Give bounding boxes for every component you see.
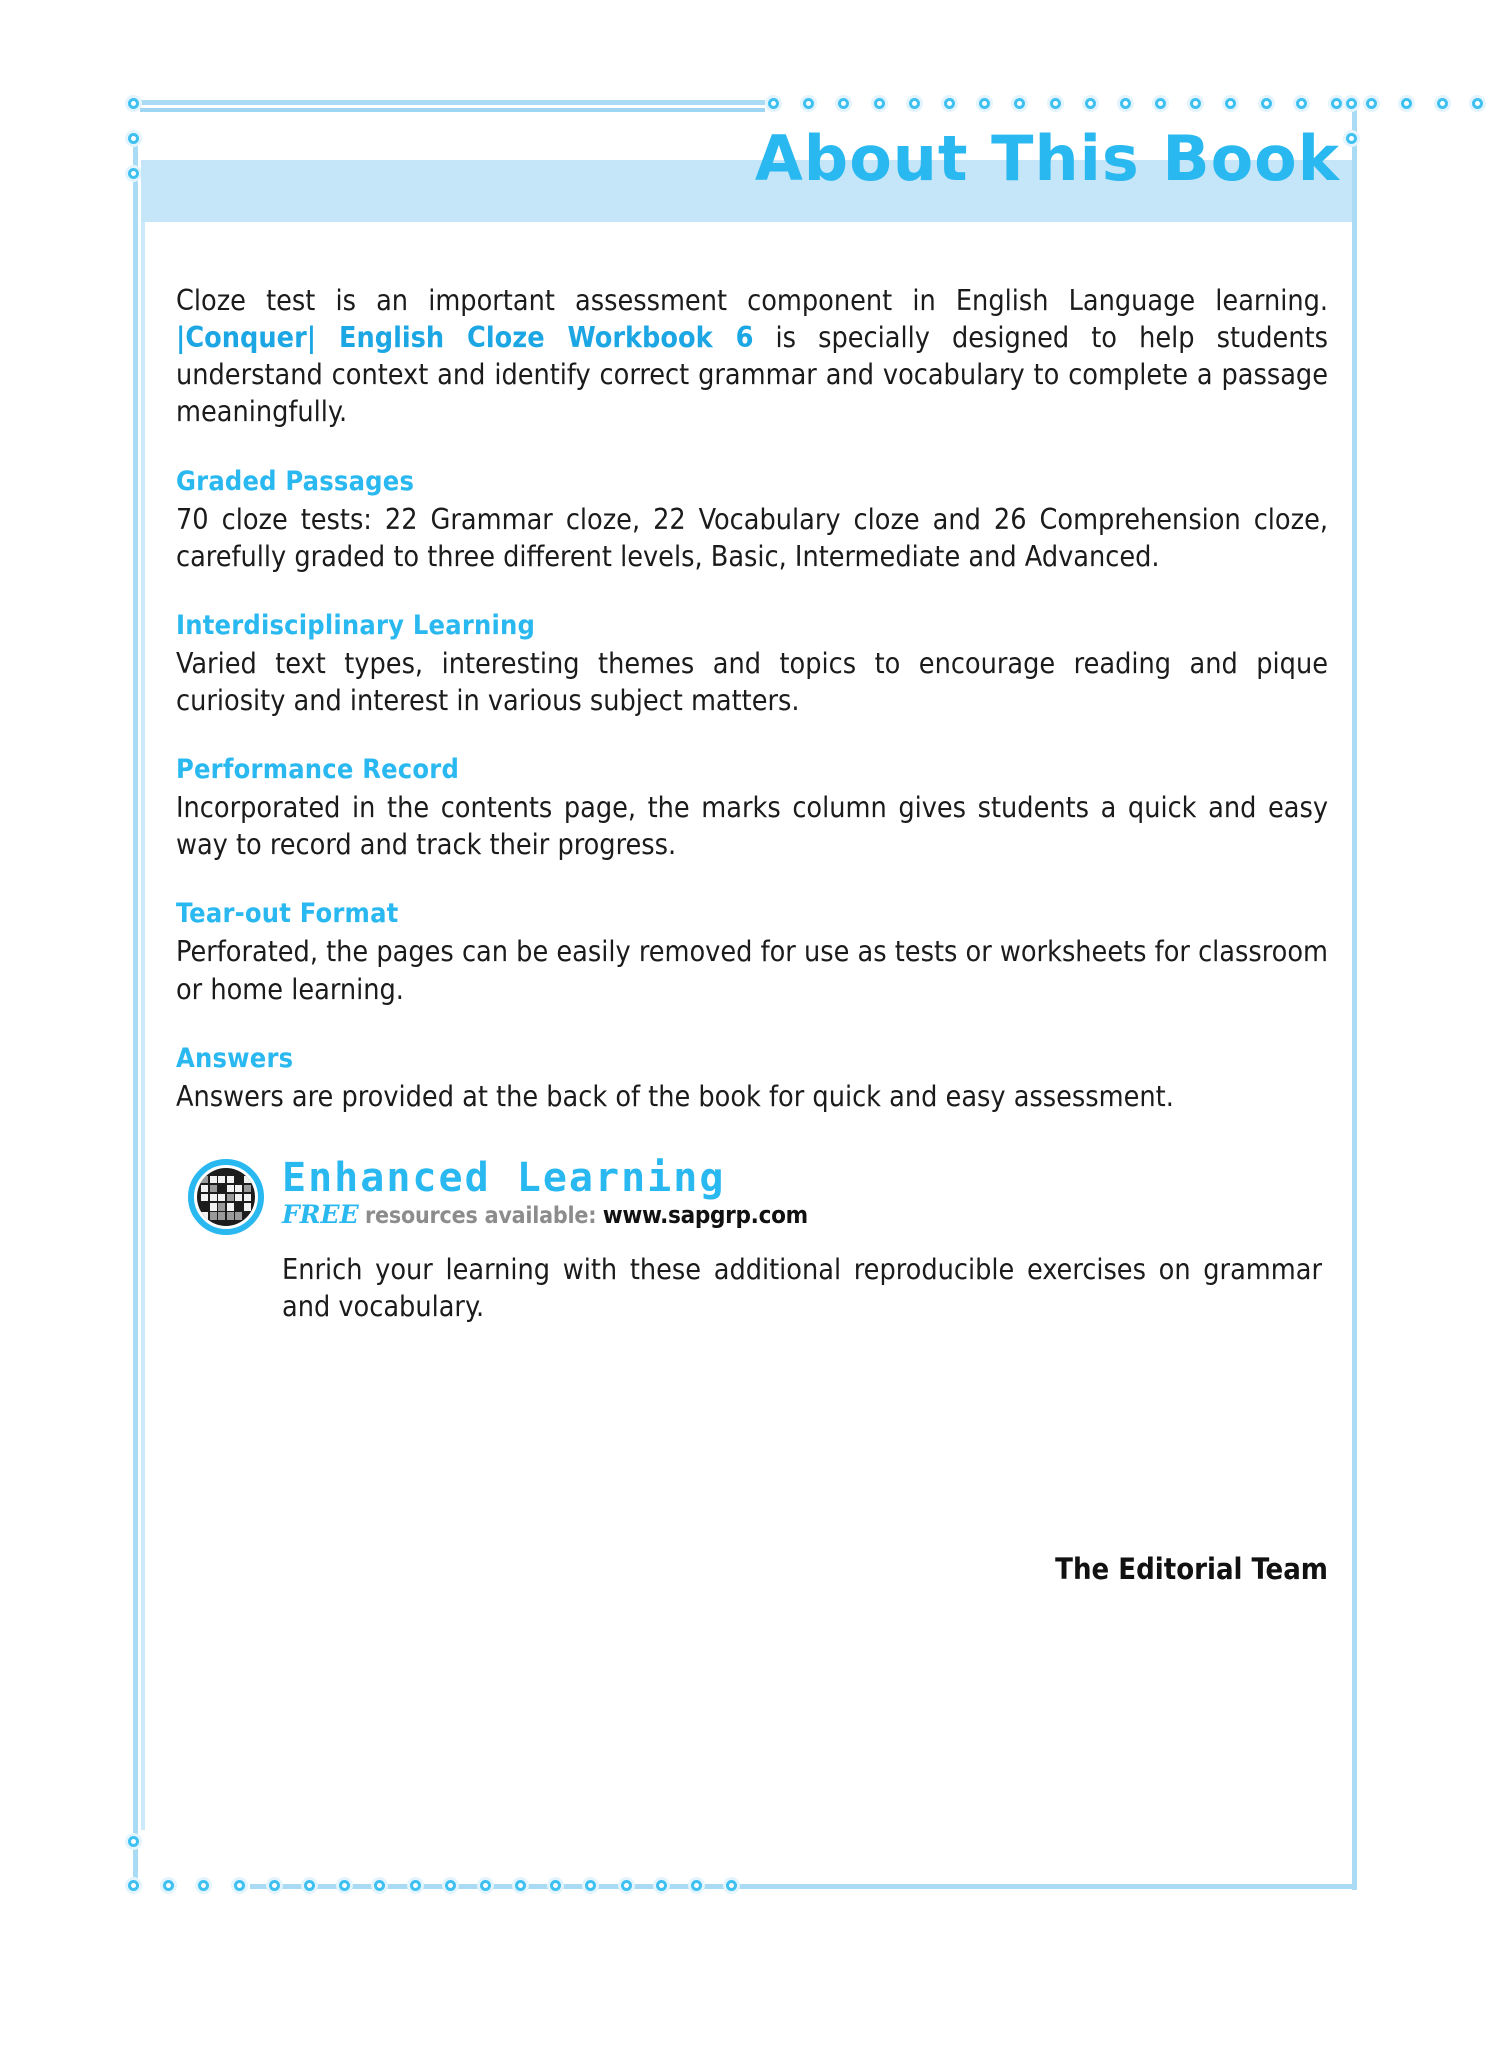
dot-icon: [128, 1880, 139, 1891]
dot-icon: [874, 98, 885, 109]
frame-left-line-inner: [141, 200, 145, 1830]
frame-left-line: [133, 138, 138, 1878]
dot-icon: [1401, 98, 1412, 109]
dot-icon: [726, 1880, 737, 1891]
dot-icon: [128, 133, 139, 144]
dot-icon: [1120, 98, 1131, 109]
dot-icon: [1346, 98, 1357, 109]
section-body: Perforated, the pages can be easily removed for use as tests or worksheets for classroom or home learning.: [176, 935, 1328, 1006]
dot-icon: [621, 1880, 632, 1891]
dot-icon: [1225, 98, 1236, 109]
crossword-circle-icon: [188, 1159, 264, 1235]
book-title-highlight: |Conquer| English Cloze Workbook 6: [176, 321, 754, 355]
decorative-dots-top: [768, 98, 1502, 109]
dot-icon: [838, 98, 849, 109]
dot-icon: [269, 1880, 280, 1891]
dot-icon: [1155, 98, 1166, 109]
dot-icon: [1472, 98, 1483, 109]
section-body: Varied text types, interesting themes and topics to encourage reading and pique curiosity and interest in various subject matters.: [176, 647, 1328, 718]
enhanced-learning-subtitle: [282, 1201, 808, 1229]
section-heading: Answers: [176, 1042, 294, 1074]
dot-icon: [1366, 98, 1377, 109]
dot-icon: [1085, 98, 1096, 109]
dot-icon: [163, 1880, 174, 1891]
section-heading: Performance Record: [176, 754, 460, 786]
decorative-dots-bottom: [128, 1880, 737, 1891]
dot-icon: [909, 98, 920, 109]
section-graded-passages: [176, 466, 1328, 575]
logo-crossword-grid: [201, 1176, 251, 1220]
dot-icon: [585, 1880, 596, 1891]
dot-icon: [198, 1880, 209, 1891]
section-performance-record: [176, 754, 1328, 863]
dot-icon: [128, 168, 139, 179]
intro-paragraph: [176, 282, 1328, 430]
section-body: Incorporated in the contents page, the marks column gives students a quick and easy way to record and track their progress.: [176, 791, 1328, 862]
resources-url[interactable]: www.sapgrp.com: [602, 1200, 808, 1229]
dot-icon: [768, 98, 779, 109]
dot-icon: [128, 1836, 139, 1847]
resources-label: resources available:: [365, 1202, 597, 1229]
dot-icon: [1190, 98, 1201, 109]
dot-icon: [234, 1880, 245, 1891]
dot-icon: [1050, 98, 1061, 109]
dot-icon: [979, 98, 990, 109]
header-banner-lower: [141, 200, 1352, 222]
enhanced-learning-block: [188, 1154, 1328, 1325]
dot-icon: [339, 1880, 350, 1891]
dot-icon: [1437, 98, 1448, 109]
section-heading: Tear-out Format: [176, 898, 399, 930]
dot-icon: [550, 1880, 561, 1891]
enhanced-learning-title: Enhanced Learning: [282, 1154, 726, 1201]
dot-icon: [944, 98, 955, 109]
frame-top-line-inner: [140, 108, 765, 112]
free-label: FREE: [282, 1199, 359, 1229]
intro-line-2: is specially designed to help students understand context and identify correct grammar and vocabulary to complete a passage meaningfully.: [176, 321, 1328, 429]
dot-icon: [1331, 98, 1342, 109]
section-body: 70 cloze tests: 22 Grammar cloze, 22 Vocabulary cloze and 26 Comprehension cloze, carefully graded to three different levels, Basic, Intermediate and Advanced.: [176, 503, 1328, 574]
dot-icon: [480, 1880, 491, 1891]
dot-icon: [803, 98, 814, 109]
page-title: About This Book: [754, 122, 1340, 195]
dot-icon: [128, 98, 139, 109]
frame-top-line: [140, 100, 765, 105]
main-content: [176, 282, 1328, 1325]
section-heading: Graded Passages: [176, 466, 415, 498]
dot-icon: [1261, 98, 1272, 109]
logo-disc: [197, 1168, 255, 1226]
signature-line: The Editorial Team: [1055, 1552, 1328, 1586]
dot-icon: [410, 1880, 421, 1891]
enhanced-learning-text: [282, 1154, 808, 1229]
section-answers: [176, 1043, 1328, 1115]
dot-icon: [656, 1880, 667, 1891]
frame-right-line: [1352, 100, 1357, 1890]
dot-icon: [1296, 98, 1307, 109]
section-interdisciplinary-learning: [176, 610, 1328, 719]
section-body: Answers are provided at the back of the book for quick and easy assessment.: [176, 1079, 1174, 1113]
dot-icon: [304, 1880, 315, 1891]
decorative-dots-left-top: [128, 98, 139, 179]
section-tear-out-format: [176, 898, 1328, 1007]
intro-line-1: Cloze test is an important assessment component in English Language learning.: [176, 284, 1328, 317]
decorative-dots-left-bottom: [128, 1836, 139, 1847]
dot-icon: [515, 1880, 526, 1891]
section-heading: Interdisciplinary Learning: [176, 610, 536, 642]
enhanced-learning-description: Enrich your learning with these additional reproducible exercises on grammar and vocabulary.: [282, 1252, 1322, 1323]
dot-icon: [691, 1880, 702, 1891]
dot-icon: [445, 1880, 456, 1891]
dot-icon: [1014, 98, 1025, 109]
dot-icon: [374, 1880, 385, 1891]
